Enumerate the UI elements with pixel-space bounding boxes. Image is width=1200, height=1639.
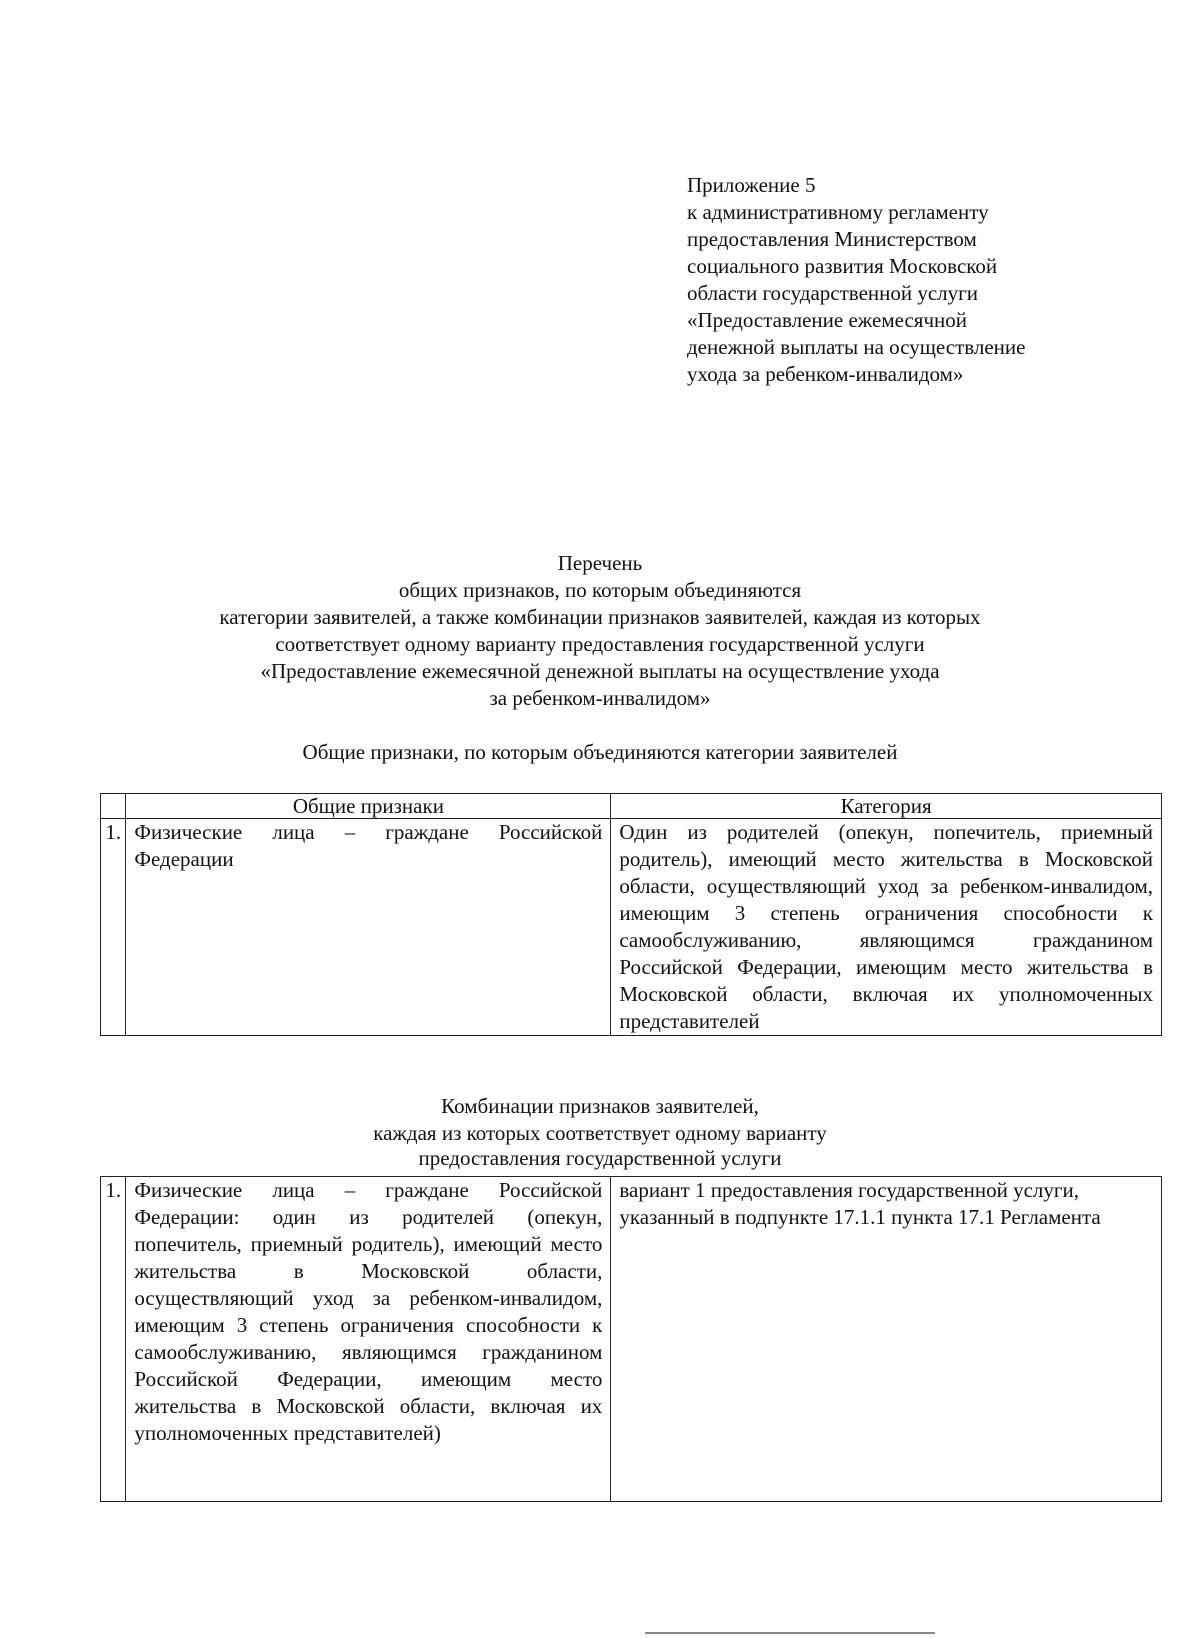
appendix-line: денежной выплаты на осуществление <box>687 335 1026 359</box>
row-variant: вариант 1 предоставления государственной услуги, указанный в подпункте 17.1.1 пункта 17.1 Регламента <box>611 1177 1162 1502</box>
appendix-reference <box>687 172 1107 388</box>
appendix-line: области государственной услуги <box>687 281 979 305</box>
general-features-heading: Общие признаки, по которым объединяются категории заявителей <box>302 740 898 764</box>
combinations-heading <box>0 1093 1200 1169</box>
general-features-table <box>100 793 1162 1036</box>
row-category: Один из родителей (опекун, попечитель, приемный родитель), имеющий место жительства в Московской области, осуществляющий уход за ребенком-инвалидом, имеющим 3 степень ограничения способности к самообслуживанию, являющимся гражданином Российской Федерации, имеющим место жительства в Московской области, включая их уполномоченных представителей <box>611 819 1162 1036</box>
row-number: 1. <box>101 819 126 1036</box>
appendix-line: «Предоставление ежемесячной <box>687 308 968 332</box>
row-feature: Физические лица – граждане Российской Федерации <box>126 819 611 1036</box>
title-line: категории заявителей, а также комбинации признаков заявителей, каждая из которых <box>219 605 981 629</box>
row-number: 1. <box>101 1177 126 1502</box>
title-line: общих признаков, по которым объединяются <box>398 578 802 602</box>
combinations-table <box>100 1176 1162 1502</box>
document-title <box>0 550 1200 712</box>
row-combination: Физические лица – граждане Российской Федерации: один из родителей (опекун, попечитель, приемный родитель), имеющий место жительства в Московской области, осуществляющий уход за ребенком-инвалидом, имеющим 3 степень ограничения способности к самообслуживанию, являющимся гражданином Российской Федерации, имеющим место жительства в Московской области, включая их уполномоченных представителей) <box>126 1177 611 1502</box>
header-category: Категория <box>611 794 1162 819</box>
appendix-line: Приложение 5 <box>687 173 816 197</box>
appendix-line: социального развития Московской <box>687 254 998 278</box>
appendix-line: к административному регламенту <box>687 200 989 224</box>
title-line: Перечень <box>557 551 643 575</box>
combo-heading-line: каждая из которых соответствует одному варианту <box>373 1121 827 1145</box>
table-header-row <box>101 794 1162 819</box>
title-line: «Предоставление ежемесячной денежной выплаты на осуществление ухода <box>260 659 940 683</box>
combo-heading-line: предоставления государственной услуги <box>418 1146 782 1170</box>
title-line: за ребенком-инвалидом» <box>489 686 711 710</box>
combo-heading-line: Комбинации признаков заявителей, <box>441 1094 759 1118</box>
scan-artifact-line <box>645 1632 935 1634</box>
appendix-line: ухода за ребенком-инвалидом» <box>687 362 964 386</box>
appendix-line: предоставления Министерством <box>687 227 977 251</box>
title-line: соответствует одному варианту предоставления государственной услуги <box>275 632 925 656</box>
table-row <box>101 819 1162 1036</box>
header-general-features: Общие признаки <box>126 794 611 819</box>
table-row <box>101 1177 1162 1502</box>
header-number <box>101 794 126 819</box>
